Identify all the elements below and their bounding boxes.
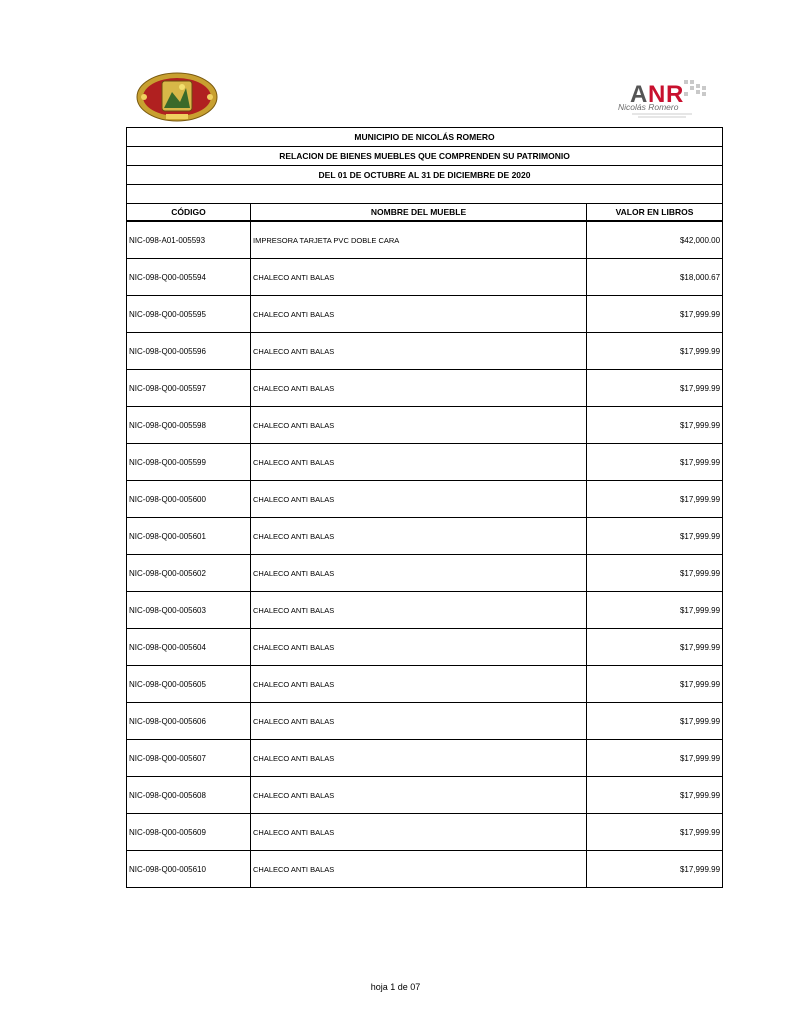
table-row: [127, 296, 723, 333]
svg-text:N: N: [648, 81, 666, 108]
cell-name: CHALECO ANTI BALAS: [251, 407, 587, 444]
cell-value: $17,999.99: [587, 592, 723, 629]
cell-name: IMPRESORA TARJETA PVC DOBLE CARA: [251, 221, 587, 259]
cell-value: $17,999.99: [587, 370, 723, 407]
cell-code: NIC-098-Q00-005600: [127, 481, 251, 518]
document-subtitle: RELACION DE BIENES MUEBLES QUE COMPRENDEN SU PATRIMONIO: [127, 147, 723, 166]
cell-code: NIC-098-Q00-005597: [127, 370, 251, 407]
table-row: [127, 555, 723, 592]
cell-code: NIC-098-Q00-005601: [127, 518, 251, 555]
table-row: [127, 407, 723, 444]
cell-code: NIC-098-Q00-005596: [127, 333, 251, 370]
cell-name: CHALECO ANTI BALAS: [251, 592, 587, 629]
cell-value: $17,999.99: [587, 518, 723, 555]
cell-value: $17,999.99: [587, 851, 723, 888]
cell-code: NIC-098-Q00-005609: [127, 814, 251, 851]
cell-value: $17,999.99: [587, 814, 723, 851]
cell-name: CHALECO ANTI BALAS: [251, 740, 587, 777]
cell-code: NIC-098-Q00-005606: [127, 703, 251, 740]
column-header-value: VALOR EN LIBROS: [587, 204, 723, 222]
column-header-name: NOMBRE DEL MUEBLE: [251, 204, 587, 222]
title-row-3: [127, 166, 723, 185]
cell-name: CHALECO ANTI BALAS: [251, 777, 587, 814]
cell-code: NIC-098-Q00-005598: [127, 407, 251, 444]
page-number: hoja 1 de 07: [370, 982, 421, 992]
table-row: [127, 851, 723, 888]
table-row: [127, 777, 723, 814]
cell-value: $17,999.99: [587, 333, 723, 370]
table-row: [127, 814, 723, 851]
cell-value: $17,999.99: [587, 777, 723, 814]
cell-code: NIC-098-Q00-005604: [127, 629, 251, 666]
cell-name: CHALECO ANTI BALAS: [251, 296, 587, 333]
cell-code: NIC-098-Q00-005610: [127, 851, 251, 888]
table-row: [127, 703, 723, 740]
cell-code: NIC-098-Q00-005602: [127, 555, 251, 592]
table-row: [127, 370, 723, 407]
table-row: [127, 518, 723, 555]
cell-name: CHALECO ANTI BALAS: [251, 444, 587, 481]
cell-value: $17,999.99: [587, 444, 723, 481]
cell-code: NIC-098-A01-005593: [127, 221, 251, 259]
cell-name: CHALECO ANTI BALAS: [251, 518, 587, 555]
cell-value: $17,999.99: [587, 407, 723, 444]
cell-value: $17,999.99: [587, 666, 723, 703]
cell-value: $42,000.00: [587, 221, 723, 259]
cell-value: $17,999.99: [587, 629, 723, 666]
anr-logo: [612, 76, 712, 122]
column-header-row: [127, 204, 723, 222]
blank-row: [127, 185, 723, 204]
cell-code: NIC-098-Q00-005603: [127, 592, 251, 629]
cell-code: NIC-098-Q00-005595: [127, 296, 251, 333]
cell-name: CHALECO ANTI BALAS: [251, 666, 587, 703]
cell-name: CHALECO ANTI BALAS: [251, 259, 587, 296]
cell-code: NIC-098-Q00-005607: [127, 740, 251, 777]
table-row: [127, 259, 723, 296]
cell-name: CHALECO ANTI BALAS: [251, 555, 587, 592]
table-row: [127, 629, 723, 666]
blank-cell: [127, 185, 723, 204]
table-row: [127, 333, 723, 370]
cell-name: CHALECO ANTI BALAS: [251, 629, 587, 666]
svg-text:Nicolás Romero: Nicolás Romero: [618, 102, 679, 112]
table-body: [127, 221, 723, 888]
document-title: MUNICIPIO DE NICOLÁS ROMERO: [127, 128, 723, 147]
svg-text:R: R: [666, 81, 684, 108]
table-row: [127, 481, 723, 518]
table-row: [127, 444, 723, 481]
table-row: [127, 666, 723, 703]
cell-value: $17,999.99: [587, 740, 723, 777]
cell-name: CHALECO ANTI BALAS: [251, 851, 587, 888]
column-header-code: CÓDIGO: [127, 204, 251, 222]
inventory-table: [126, 127, 723, 888]
cell-code: NIC-098-Q00-005605: [127, 666, 251, 703]
cell-value: $18,000.67: [587, 259, 723, 296]
cell-code: NIC-098-Q00-005608: [127, 777, 251, 814]
table-row: [127, 740, 723, 777]
table-row: [127, 221, 723, 259]
cell-name: CHALECO ANTI BALAS: [251, 333, 587, 370]
cell-name: CHALECO ANTI BALAS: [251, 814, 587, 851]
svg-text:A: A: [630, 81, 648, 108]
municipal-seal-logo: [136, 72, 218, 122]
cell-code: NIC-098-Q00-005599: [127, 444, 251, 481]
cell-code: NIC-098-Q00-005594: [127, 259, 251, 296]
cell-value: $17,999.99: [587, 703, 723, 740]
cell-name: CHALECO ANTI BALAS: [251, 370, 587, 407]
table-row: [127, 592, 723, 629]
title-row-2: [127, 147, 723, 166]
cell-name: CHALECO ANTI BALAS: [251, 703, 587, 740]
cell-name: CHALECO ANTI BALAS: [251, 481, 587, 518]
title-row-1: [127, 128, 723, 147]
cell-value: $17,999.99: [587, 481, 723, 518]
cell-value: $17,999.99: [587, 296, 723, 333]
cell-value: $17,999.99: [587, 555, 723, 592]
document-period: DEL 01 DE OCTUBRE AL 31 DE DICIEMBRE DE 2020: [127, 166, 723, 185]
